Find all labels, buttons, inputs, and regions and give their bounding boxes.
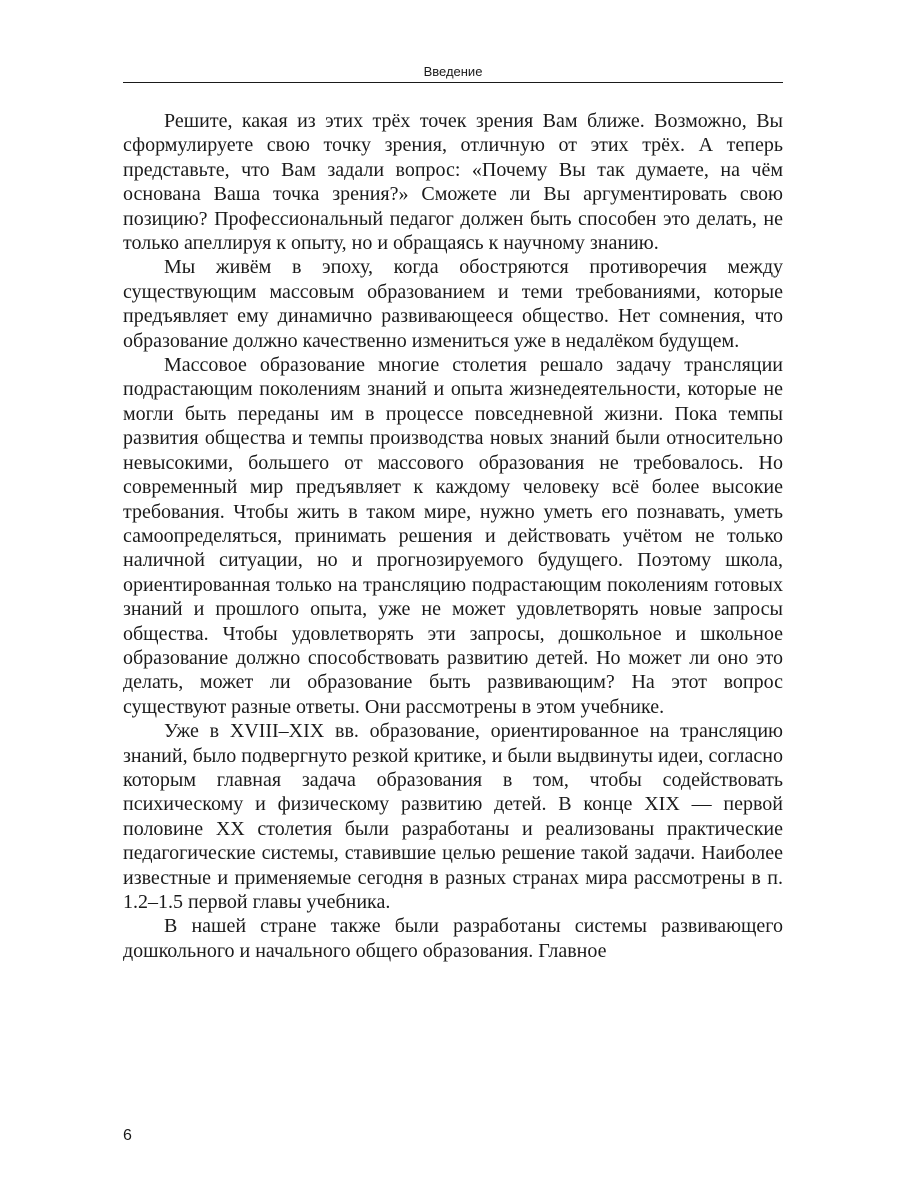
running-head: Введение [423,64,483,79]
paragraph-1: Решите, какая из этих трёх точек зрения Вам ближе. Возможно, Вы сформулируете свою точку зрения, отличную от этих трёх. А теперь представьте, что Вам задали вопрос: «Почему Вы так думаете, на чём основана Ваша точка зрения?» Сможете ли Вы аргументировать свою позицию? Профессиональный педагог должен быть способен это делать, не только апеллируя к опыту, но и обращаясь к научному знанию. [123,110,783,255]
body-text [123,109,783,963]
paragraph-4: Уже в XVIII–XIX вв. образование, ориентированное на трансляцию знаний, было подвергнуто резкой критике, и были выдвинуты идеи, согласно которым главная задача образования в том, чтобы содействовать психическому и физическому развитию детей. В конце XIX — первой половине XX столетия были разработаны и реализованы практические педагогические системы, ставившие целью решение такой задачи. Наиболее известные и применяемые сегодня в разных странах мира рассмотрены в п. 1.2–1.5 первой главы учебника. [123,720,783,913]
paragraph-3: Массовое образование многие столетия решало задачу трансляции подрастающим поколениям знаний и опыта жизнедеятельности, которые не могли быть переданы им в процессе повседневной жизни. Пока темпы развития общества и темпы производства новых знаний были относительно невысокими, большего от массового образования не требовалось. Но современный мир предъявляет к каждому человеку всё более высокие требования. Чтобы жить в таком мире, нужно уметь его познавать, уметь самоопределяться, принимать решения и действовать учётом не только наличной ситуации, но и прогнозируемого будущего. Поэтому школа, ориентированная только на трансляцию подрастающим поколениям готовых знаний и прошлого опыта, уже не может удовлетворять новые запросы общества. Чтобы удовлетворять эти запросы, дошкольное и школьное образование должно способствовать развитию детей. Но может ли оно это делать, может ли образование быть развивающим? На этот вопрос существуют разные ответы. Они рассмотрены в этом учебнике. [123,354,783,718]
paragraph-2: Мы живём в эпоху, когда обостряются противоречия между существующим массовым образованием и теми требованиями, которые предъявляет ему динамично развивающееся общество. Нет сомнения, что образование должно качественно измениться уже в недалёком будущем. [123,256,783,352]
page-number: 6 [123,1127,132,1144]
paragraph-5: В нашей стране также были разработаны системы развивающего дошкольного и начального общего образования. Главное [123,915,783,962]
header-rule [123,82,783,83]
